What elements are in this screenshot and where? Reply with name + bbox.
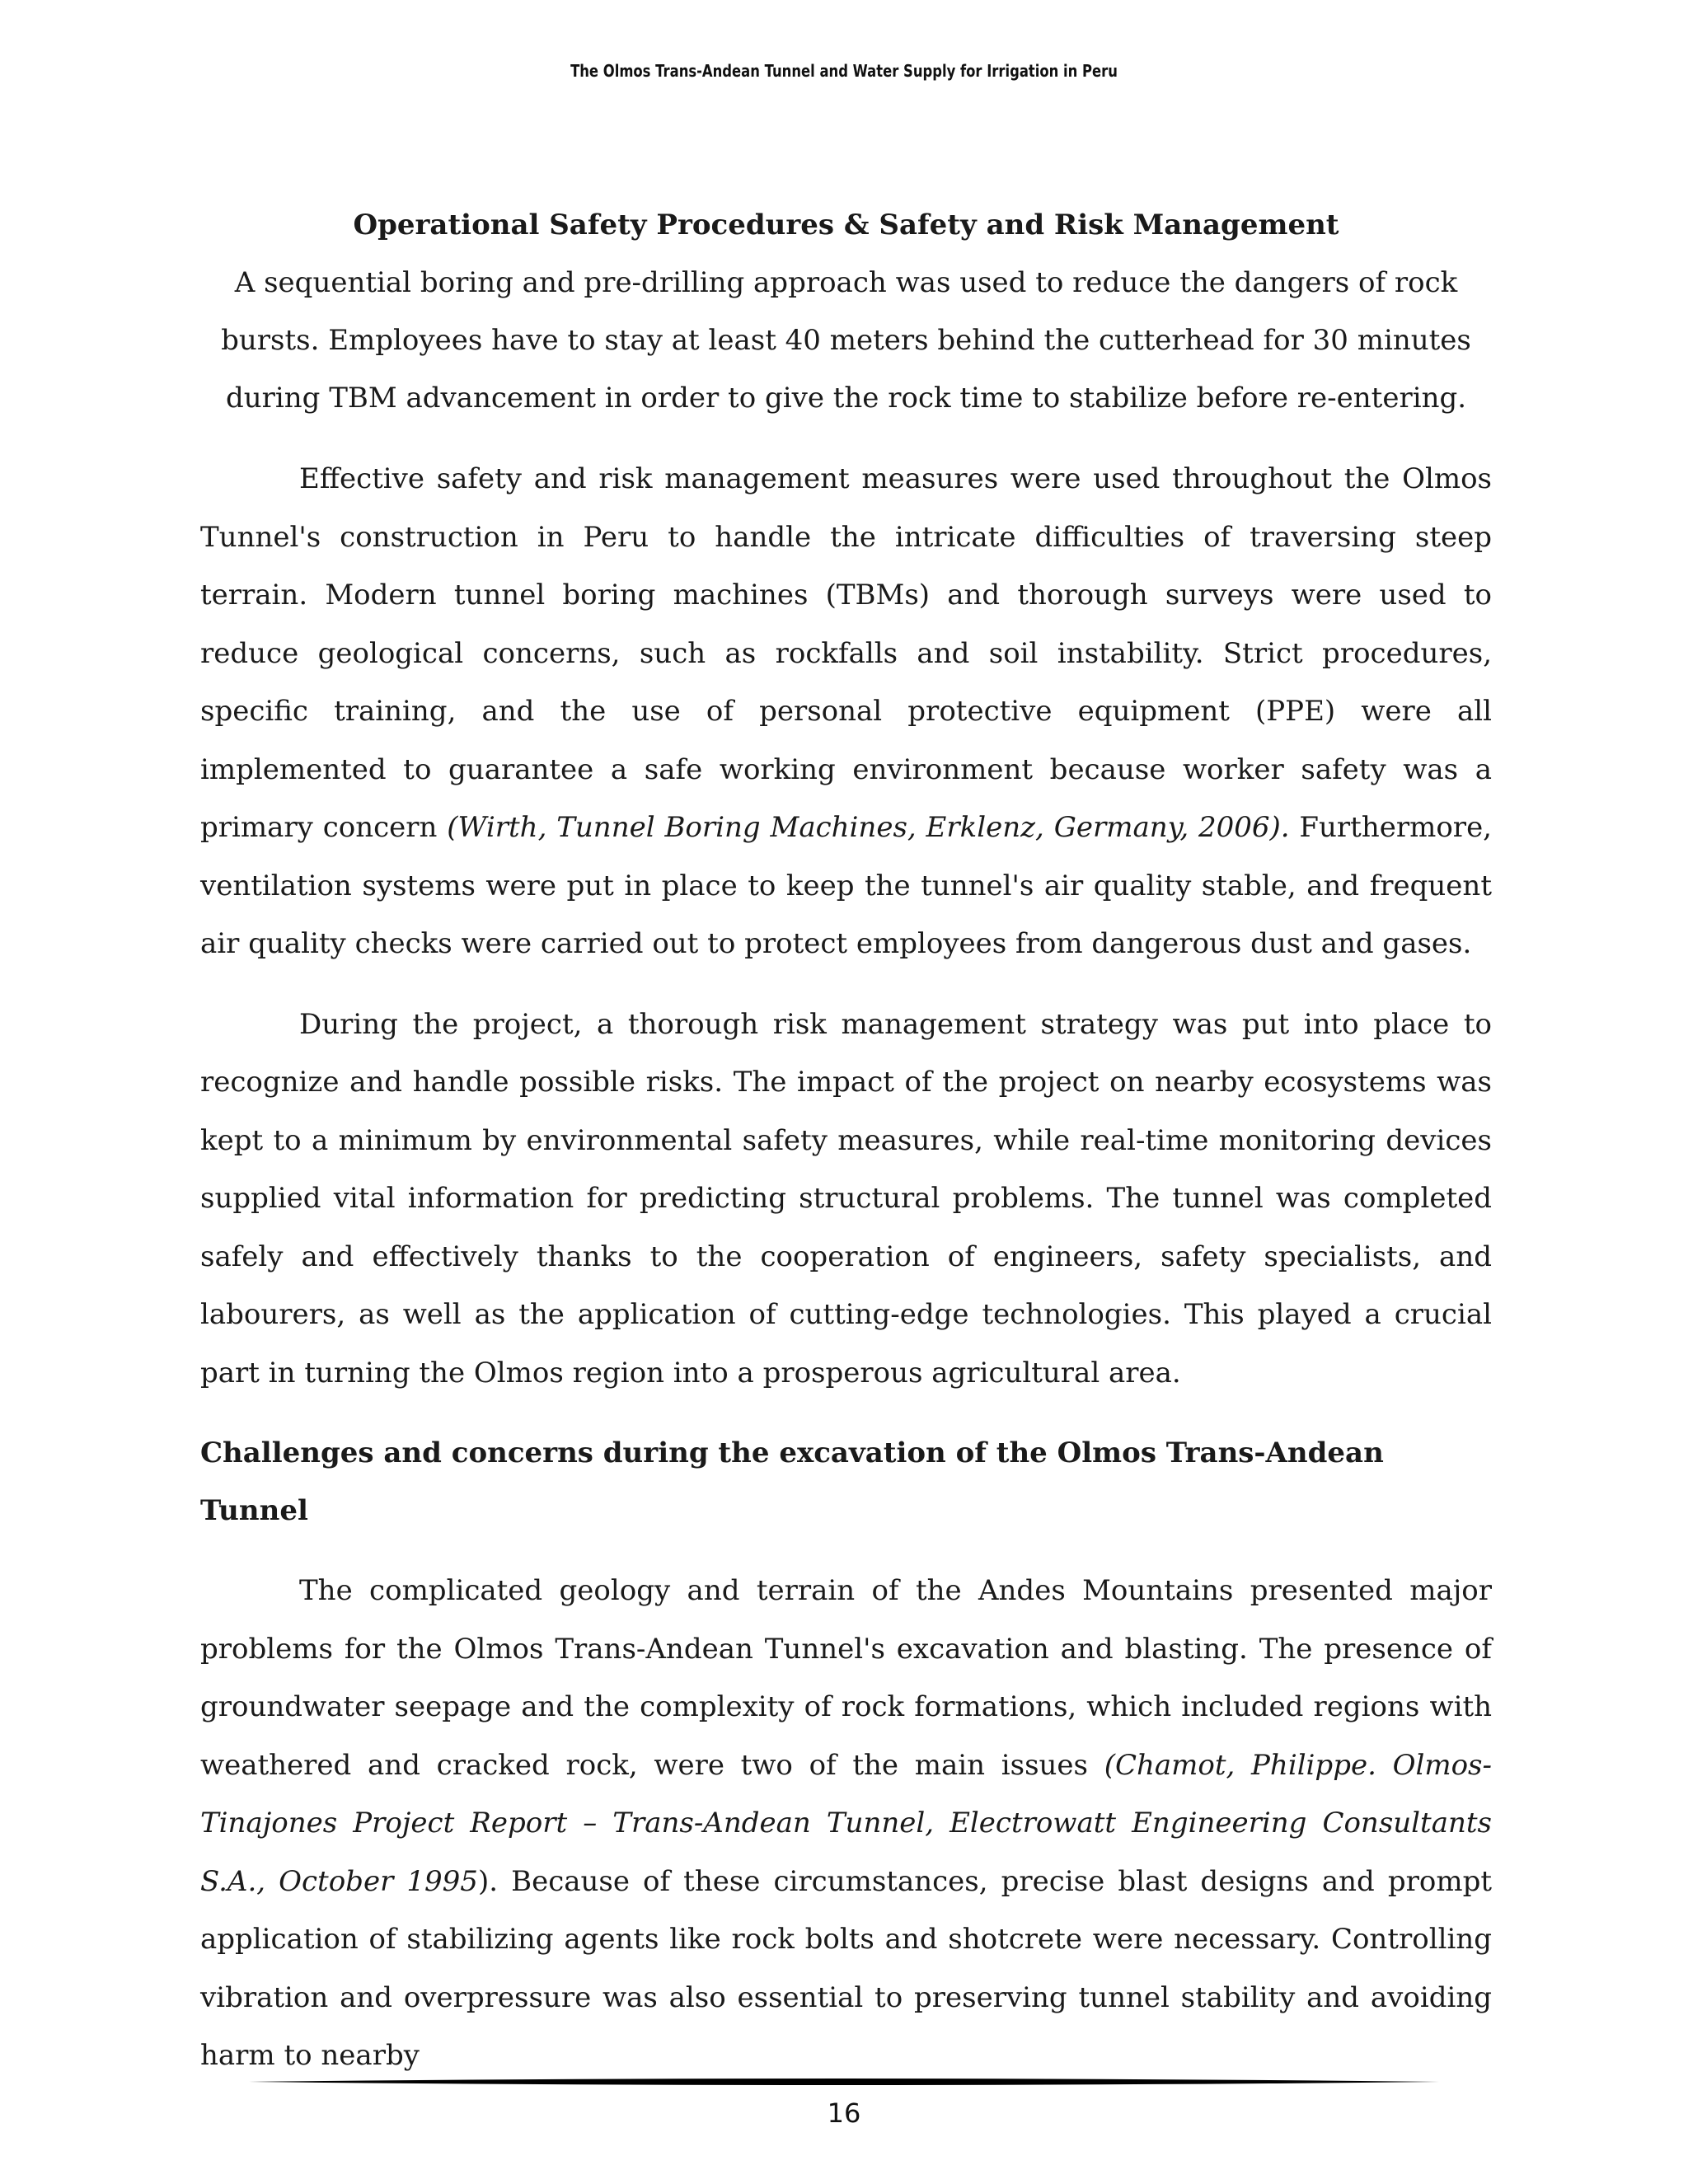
- paragraph-text: ). Because of these circumstances, precise blast designs and prompt application of stabilizing agents like rock bolts and shotcrete were necessary. Controlling vibration and overpressure was also essential to preserving tunnel stability and avoiding harm to nearby: [200, 1864, 1492, 2072]
- citation-wirth: (Wirth, Tunnel Boring Machines, Erklenz, Germany, 2006).: [447, 811, 1290, 844]
- page-body: [200, 196, 1492, 2107]
- paragraph-text: Furthermore, ventilation systems were put in place to keep the tunnel's air quality stable, and frequent air quality checks were carried out to protect employees from dangerous dust and gases.: [200, 811, 1492, 960]
- section-heading-challenges: Challenges and concerns during the excavation of the Olmos Trans-Andean Tunnel: [200, 1436, 1384, 1527]
- safety-intro-paragraph: A sequential boring and pre-drilling approach was used to reduce the dangers of rock bursts. Employees have to stay at least 40 meters behind the cutterhead for 30 minutes during TBM advancement in order to give the rock time to stabilize before re-entering.: [221, 266, 1471, 415]
- page-number: 16: [827, 2097, 861, 2129]
- footer-divider: [249, 2074, 1439, 2092]
- safety-paragraph-1: [200, 450, 1492, 973]
- section-heading-safety: Operational Safety Procedures & Safety and Risk Management: [353, 209, 1339, 241]
- safety-paragraph-2: During the project, a thorough risk management strategy was put into place to recognize and handle possible risks. The impact of the project on nearby ecosystems was kept to a minimum by environmental safety measures, while real-time monitoring devices supplied vital information for predicting structural problems. The tunnel was completed safely and effectively thanks to the cooperation of engineers, safety specialists, and labourers, as well as the application of cutting-edge technologies. This played a crucial part in turning the Olmos region into a prosperous agricultural area.: [200, 1007, 1492, 1390]
- challenges-paragraph-1: [200, 1562, 1492, 2085]
- paragraph-text: Effective safety and risk management measures were used throughout the Olmos Tunnel's construction in Peru to handle the intricate difficulties of traversing steep terrain. Modern tunnel boring machines (TBMs) and thorough surveys were used to reduce geological concerns, such as rockfalls and soil instability. Strict procedures, specific training, and the use of personal protective equipment (PPE) were all implemented to guarantee a safe working environment because worker safety was a primary concern: [200, 462, 1492, 844]
- citation-chamot: (Chamot, Philippe. Olmos-Tinajones Project Report – Trans-Andean Tunnel, Electrowatt Engineering Consultants S.A., October 1995: [200, 1748, 1492, 1898]
- paragraph-text: The complicated geology and terrain of the Andes Mountains presented major problems for the Olmos Trans-Andean Tunnel's excavation and blasting. The presence of groundwater seepage and the complexity of rock formations, which included regions with weathered and cracked rock, were two of the main issues: [200, 1574, 1492, 1782]
- running-header: The Olmos Trans-Andean Tunnel and Water Supply for Irrigation in Peru: [570, 61, 1118, 81]
